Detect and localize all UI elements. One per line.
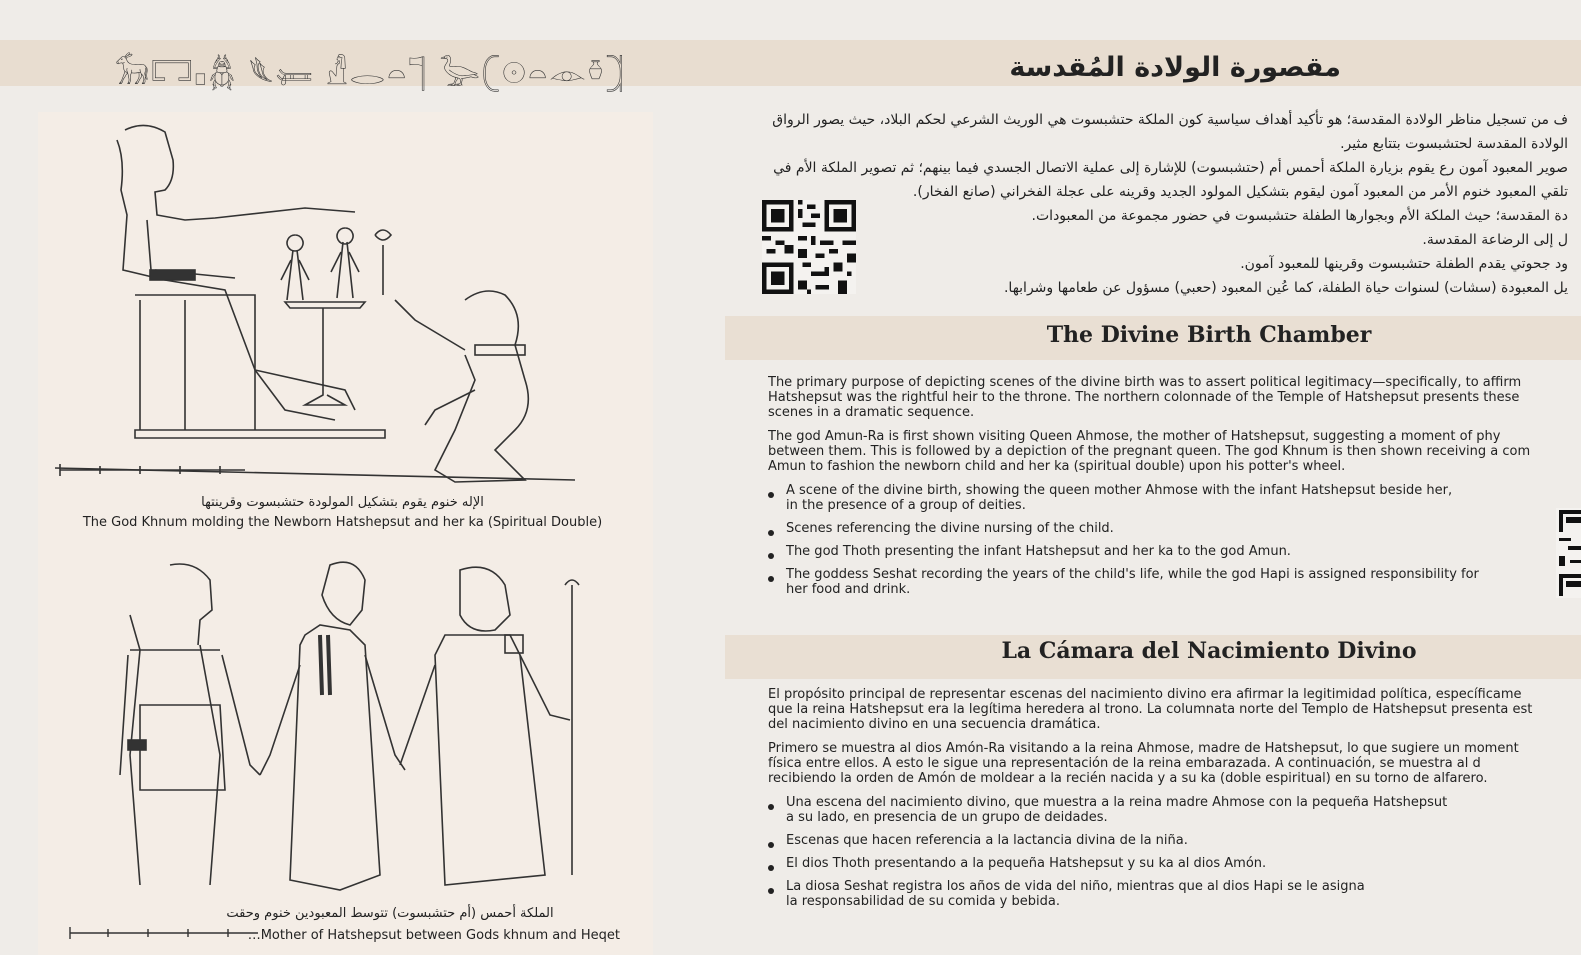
list-item: La diosa Seshat registra los años de vida del niño, mientras que al dios Hapi se le asigna la responsabilidad de su comida y bebida. (768, 879, 1581, 909)
list-item: Scenes referencing the divine nursing of the child. (768, 521, 1581, 536)
ahmose-between-khnum-heqet-drawing (100, 555, 620, 895)
khnum-molding-figures-drawing (55, 120, 615, 490)
list-item: Una escena del nacimiento divino, que muestra a la reina madre Ahmose con la pequeña Hatshepsut a su lado, en presencia de un grupo de deidades. (768, 795, 1581, 825)
english-bullet-list (768, 483, 1581, 597)
qr-code-icon[interactable] (762, 200, 856, 294)
list-item: The god Thoth presenting the infant Hatshepsut and her ka to the god Amun. (768, 544, 1581, 559)
list-item: A scene of the divine birth, showing the queen mother Ahmose with the infant Hatshepsut beside her, in the presence of a group of deities. (768, 483, 1581, 513)
scale-bar (68, 925, 268, 941)
list-item: Escenas que hacen referencia a la lactancia divina de la niña. (768, 833, 1581, 848)
qr-code-icon[interactable] (1556, 508, 1581, 598)
arabic-line: ل إلى الرضاعة المقدسة. (1422, 232, 1568, 248)
arabic-line: الولادة المقدسة لحتشبسوت بتتابع مثير. (1340, 136, 1568, 152)
figure-caption-ar: الإله خنوم يقوم بتشكيل المولودة حتشبسوت وقرينتها (201, 495, 484, 510)
english-section-title: The Divine Birth Chamber (1046, 322, 1372, 348)
spanish-section-title: La Cámara del Nacimiento Divino (1001, 638, 1417, 664)
arabic-line: تلقي المعبود خنوم الأمر من المعبود آمون ليقوم بتشكيل المولود الجديد وقرينه على عجلة الفخراني (صانع الفخار). (912, 184, 1568, 200)
figure-caption-en: The God Khnum molding the Newborn Hatshepsut and her ka (Spiritual Double) (82, 515, 603, 530)
list-item: The goddess Seshat recording the years of the child's life, while the god Hapi is assigned responsibility for her food and drink. (768, 567, 1581, 597)
arabic-title: مقصورة الولادة المُقدسة (1009, 52, 1341, 83)
arabic-line: صوير المعبود آمون رع يقوم بزيارة الملكة أحمس أم (حتشبسوت) للإشارة إلى عملية الاتصال الجسدي فيما بينهم؛ ثم تصوير الملكة الأم في (773, 160, 1568, 176)
figure-caption-ar: الملكة أحمس (أم حتشبسوت) تتوسط المعبودين خنوم وحقت (226, 906, 554, 921)
arabic-line: يل المعبودة (سشات) لسنوات حياة الطفلة، كما عُين المعبود (حعبي) مسؤول عن طعامها وشرابها. (1003, 280, 1568, 296)
arabic-line: ود جحوتي يقدم الطفلة حتشبسوت وقرينها للمعبود آمون. (1240, 256, 1568, 272)
spanish-paragraph: Primero se muestra al dios Amón-Ra visitando a la reina Ahmose, madre de Hatshepsut, lo que sugiere un moment física entre ellos. A esto le sigue una representación de la reina embarazada. A continuación, se muestra al d recibiendo la orden de Amón de moldear a la recién nacida y a su ka (doble espiritual) en su torno de alfarero. (768, 741, 1519, 786)
figure-caption-en: …Mother of Hatshepsut between Gods khnum and Heqet (247, 928, 620, 943)
arabic-line: دة المقدسة؛ حيث الملكة الأم وبجوارها الطفلة حتشبسوت في حضور مجموعة من المعبودات. (1031, 208, 1568, 224)
spanish-body (768, 687, 1581, 955)
spanish-bullet-list (768, 795, 1581, 909)
spanish-paragraph: El propósito principal de representar escenas del nacimiento divino era afirmar la legitimidad política, específicame que la reina Hatshepsut era la legítima heredera al trono. La columnata norte del Templo de Hatshepsut presenta est del nacimiento divino en una secuencia dramática. (768, 687, 1533, 732)
arabic-line: ف من تسجيل مناظر الولادة المقدسة؛ هو تأكيد أهداف سياسية كون الملكة حتشبسوت هي الوريث الشرعي لحكم البلاد، حيث يصور الرواق (772, 112, 1568, 128)
hieroglyph-cartouches: 𓃘𓉐𓊪𓆣 𓆰𓍃 𓀭𓂋𓏏𓊹 𓅬𓍹𓇳𓏏𓁹𓏊𓍺 (115, 57, 626, 92)
english-paragraph: The primary purpose of depicting scenes of the divine birth was to assert political legitimacy—specifically, to affirm Hatshepsut was the rightful heir to the throne. The northern colonnade of the Temple of Hatshepsut presents these scenes in a dramatic sequence. (768, 375, 1522, 420)
list-item: El dios Thoth presentando a la pequeña Hatshepsut y su ka al dios Amón. (768, 856, 1581, 871)
arabic-description (768, 108, 1568, 300)
english-paragraph: The god Amun-Ra is first shown visiting Queen Ahmose, the mother of Hatshepsut, suggesting a moment of phy between them. This is followed by a depiction of the pregnant queen. The god Khnum is then shown receiving a com Amun to fashion the newborn child and her ka (spiritual double) upon his potter's wheel. (768, 429, 1531, 474)
english-body (768, 375, 1581, 620)
